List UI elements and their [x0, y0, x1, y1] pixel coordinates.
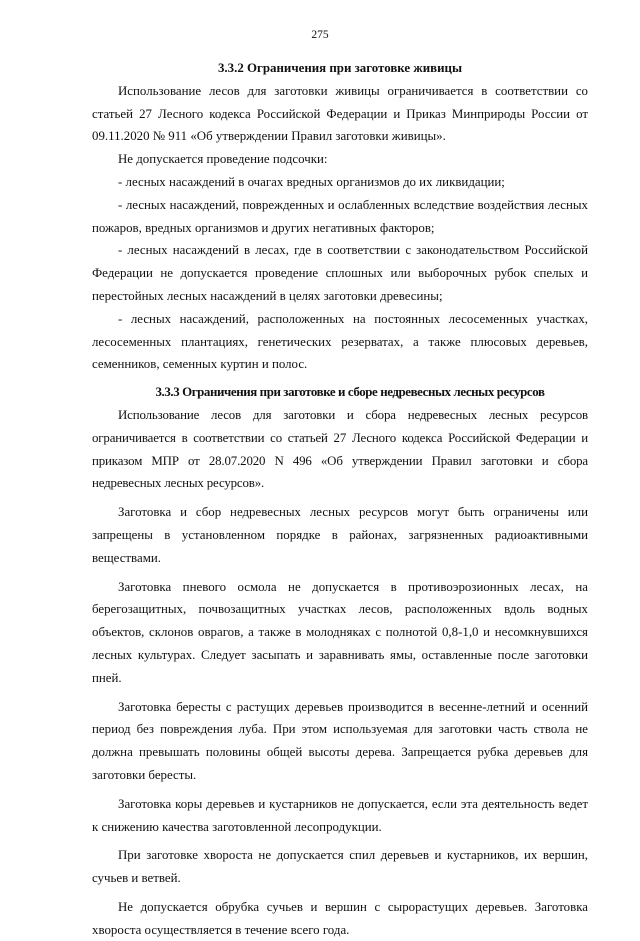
section-heading: 3.3.2 Ограничения при заготовке живицы: [217, 61, 463, 75]
paragraph: Заготовка пневого осмола не допускается в противоэрозионных лесах, на берегозащитных, почвозащитных участках лесов, расположенных вдоль водных объектов, склонов оврагов, а также в молодняках с полнотой 0,8-1,0 и несомкнувшихся лесных культурах. Следует засыпать и заравнивать ямы, оставленные после заготовки пней.: [92, 579, 588, 685]
paragraph: Заготовка и сбор недревесных лесных ресурсов могут быть ограничены или запрещены в установленном порядке в районах, загрязненных радиоактивными веществами.: [92, 505, 588, 565]
section-heading: 3.3.3 Ограничения при заготовке и сборе недревесных лесных ресурсов: [155, 385, 545, 400]
paragraph: Не допускается проведение подсочки:: [118, 152, 328, 167]
paragraph: Заготовка коры деревьев и кустарников не допускается, если эта деятельность ведет к снижению качества заготовленной лесопродукции.: [92, 796, 588, 834]
list-item: - лесных насаждений в очагах вредных организмов до их ликвидации;: [118, 174, 505, 189]
section-resin-restrictions: [92, 57, 588, 376]
page-content: [92, 57, 588, 941]
paragraph: Использование лесов для заготовки и сбора недревесных лесных ресурсов ограничивается в соответствии со статьей 27 Лесного кодекса Российской Федерации и приказом МПР от 28.07.2020 N 496 «Об утверждении Правил заготовки и сбора недревесных лесных ресурсов».: [92, 407, 588, 491]
list-item: - лесных насаждений в лесах, где в соответствии с законодательством Российской Федерации не допускается проведение сплошных или выборочных рубок спелых и перестойных лесных насаждений в целях заготовки древесины;: [92, 243, 588, 303]
page-number: 275: [311, 29, 329, 41]
paragraph: При заготовке хвороста не допускается спил деревьев и кустарников, их вершин, сучьев и ветвей.: [92, 848, 588, 886]
paragraph: Заготовка бересты с растущих деревьев производится в весенне-летний и осенний период без повреждения луба. При этом используемая для заготовки часть ствола не должна превышать половины общей высоты дерева. Запрещается рубка деревьев для заготовки бересты.: [92, 699, 588, 782]
paragraph: Не допускается обрубка сучьев и вершин с сырорастущих деревьев. Заготовка хвороста осуществляется в течение всего года.: [92, 899, 588, 937]
paragraph: Использование лесов для заготовки живицы ограничивается в соответствии со статьей 27 Лесного кодекса Российской Федерации и Приказ Минприроды России от 09.11.2020 № 911 «Об утверждении Правил заготовки живицы».: [92, 83, 588, 144]
list-item: - лесных насаждений, расположенных на постоянных лесосеменных участках, лесосеменных плантациях, генетических резерватах, а также плюсовых деревьев, семенников, семенных куртин и полос.: [92, 311, 588, 372]
section-nontimber-restrictions: [92, 381, 588, 941]
list-item: - лесных насаждений, поврежденных и ослабленных вследствие воздействия лесных пожаров, вредных организмов и других негативных факторов;: [92, 197, 588, 235]
